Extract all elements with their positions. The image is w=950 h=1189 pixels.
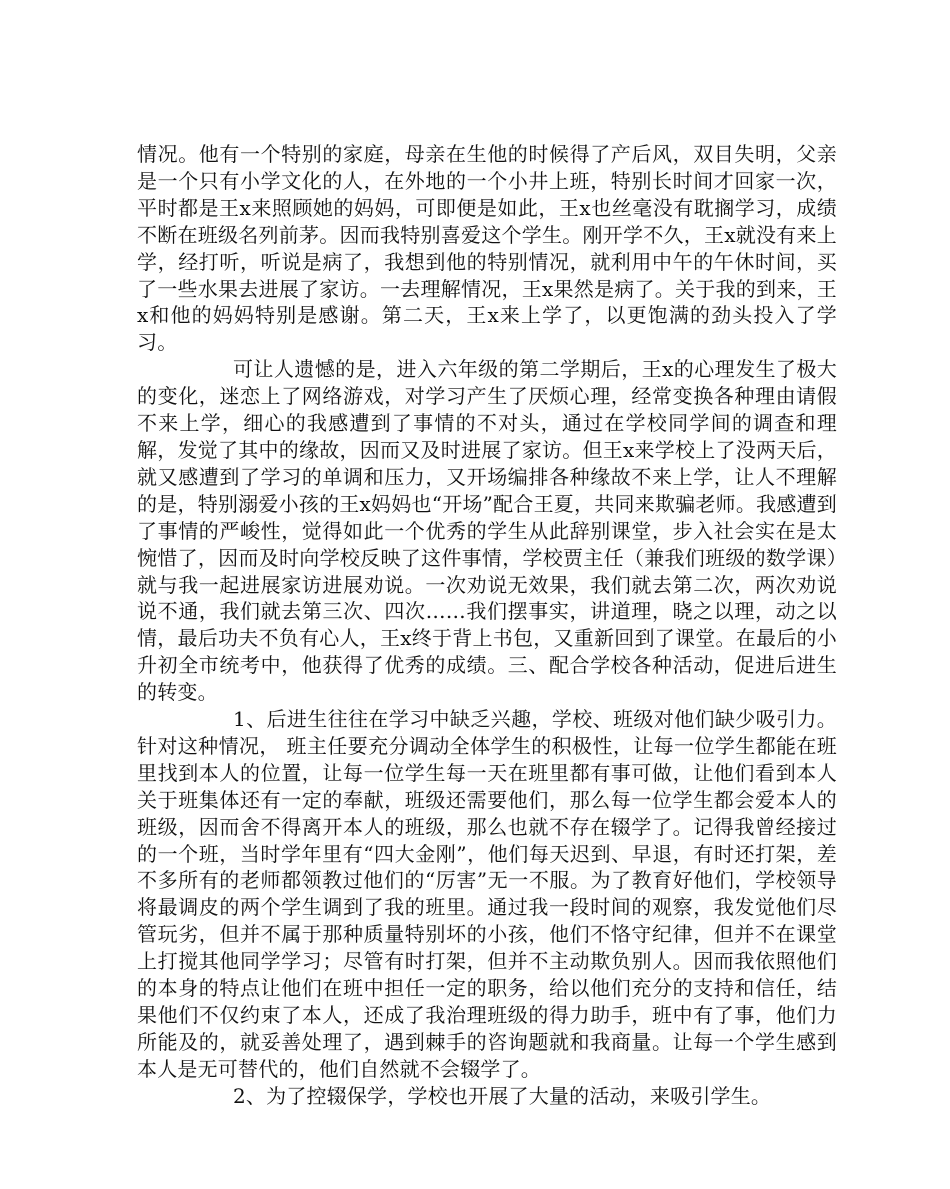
document-body — [137, 141, 837, 1110]
paragraph-2: 可让人遗憾的是，进入六年级的第二学期后，王x的心理发生了极大的变化，迷恋上了网络游戏，对学习产生了厌烦心理，经常变换各种理由请假不来上学，细心的我感遭到了事情的不对头，通过在学校同学间的调查和理解，发觉了其中的缘故，因而又及时进展了家访。但王x来学校上了没两天后，就又感遭到了学习的单调和压力，又开场编排各种缘故不来上学，让人不理解的是，特别溺爱小孩的王x妈妈也“开场”配合王夏，共同来欺骗老师。我感遭到了事情的严峻性，觉得如此一个优秀的学生从此辞别课堂，步入社会实在是太惋惜了，因而及时向学校反映了这件事情，学校贾主任（兼我们班级的数学课）就与我一起进展家访进展劝说。一次劝说无效果，我们就去第二次，两次劝说说不通，我们就去第三次、四次……我们摆事实，讲道理，晓之以理，动之以情，最后功夫不负有心人，王x终于背上书包，又重新回到了课堂。在最后的小升初全市统考中，他获得了优秀的成绩。三、配合学校各种活动，促进后进生的转变。 — [137, 357, 837, 705]
paragraph-4: 2、为了控辍保学，学校也开展了大量的活动，来吸引学生。 — [233, 1083, 772, 1108]
paragraph-1: 情况。他有一个特别的家庭，母亲在生他的时候得了产后风，双目失明，父亲是一个只有小学文化的人，在外地的一个小井上班，特别长时间才回家一次，平时都是王x来照顾她的妈妈，可即便是如此，王x也丝毫没有耽搁学习，成绩不断在班级名列前茅。因而我特别喜爱这个学生。刚开学不久，王x就没有来上学，经打听，听说是病了，我想到他的特别情况，就利用中午的午休时间，买了一些水果去进展了家访。一去理解情况，王x果然是病了。关于我的到来，王x和他的妈妈特别是感谢。第二天，王x来上学了，以更饱满的劲头投入了学习。 — [137, 142, 837, 355]
paragraph-3: 1、后进生往往在学习中缺乏兴趣，学校、班级对他们缺少吸引力。针对这种情况， 班主任要充分调动全体学生的积极性，让每一位学生都能在班里找到本人的位置，让每一位学生每一天在班里都有事可做，让他们看到本人关于班集体还有一定的奉献，班级还需要他们，那么每一位学生都会爱本人的班级，因而舍不得离开本人的班级，那么也就不存在辍学了。记得我曾经接过的一个班，当时学年里有“四大金刚”，他们每天迟到、早退，有时还打架，差不多所有的老师都领教过他们的“厉害”无一不服。为了教育好他们，学校领导将最调皮的两个学生调到了我的班里。通过我一段时间的观察，我发觉他们尽管玩劣，但并不属于那种质量特别坏的小孩，他们不恪守纪律，但并不在课堂上打搅其他同学学习；尽管有时打架，但并不主动欺负别人。因而我依照他们的本身的特点让他们在班中担任一定的职务，给以他们充分的支持和信任，结果他们不仅约束了本人，还成了我治理班级的得力助手，班中有了事，他们力所能及的，就妥善处理了，遇到棘手的咨询题就和我商量。让每一个学生感到本人是无可替代的，他们自然就不会辍学了。 — [137, 707, 837, 1081]
